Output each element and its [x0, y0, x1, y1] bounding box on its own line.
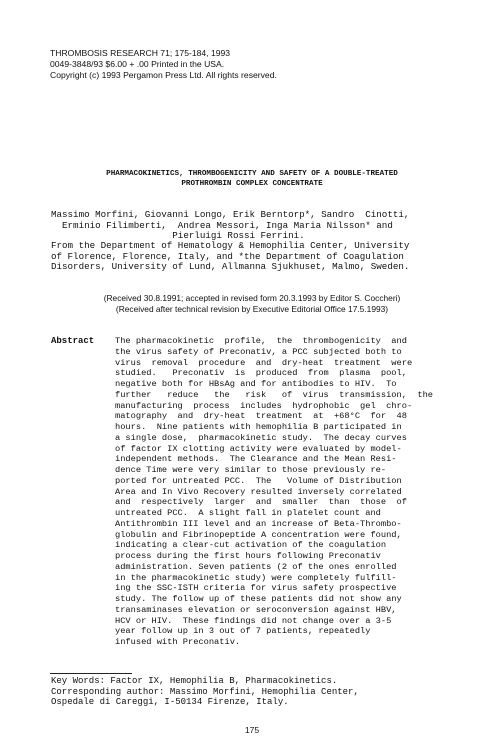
abstract-line: indicating a clear-cut activation of the coagulation	[115, 540, 387, 551]
footnote-divider	[50, 673, 132, 674]
address-line: Ospedale di Careggi, I-50134 Firenze, Italy.	[51, 697, 289, 708]
abstract-line: ported for untreated PCC. The Volume of Distribution	[115, 475, 402, 486]
abstract-line: year follow up in 3 out of 7 patients, repeatedly	[115, 626, 371, 637]
author-line: Pierluigi Rossi Ferrini.	[51, 230, 305, 242]
abstract-line: untreated PCC. A slight fall in platelet count and	[115, 508, 381, 518]
author-line: Massimo Morfini, Giovanni Longo, Erik Berntorp*, Sandro Cinotti,	[51, 209, 410, 220]
abstract-line: globulin and Fibrinopeptide A concentration were found,	[115, 529, 402, 540]
abstract-line: study. The follow up of these patients did not show any	[115, 594, 402, 604]
paper-title	[40, 170, 464, 189]
corresponding-author-line: Corresponding author: Massimo Morfini, Hemophilia Center,	[51, 686, 359, 697]
title-line: PROTHROMBIN COMPLEX CONCENTRATE	[181, 179, 323, 188]
abstract-line: infused with Preconativ.	[115, 637, 241, 647]
received-dates	[40, 293, 464, 314]
copyright-line: Copyright (c) 1993 Pergamon Press Ltd. All rights reserved.	[50, 70, 277, 81]
abstract-line: the virus safety of Preconativ, a PCC subjected both to	[115, 346, 402, 357]
affiliation-line: From the Department of Hematology & Hemophilia Center, University	[51, 240, 410, 251]
abstract-line: Antithrombin III level and an increase of Beta-Thrombo-	[115, 518, 402, 529]
abstract-line: studied. Preconativ is produced from plasma pool,	[115, 368, 407, 379]
abstract-label: Abstract	[51, 336, 95, 346]
affiliation	[51, 241, 456, 273]
abstract-line: hours. Nine patients with hemophilia B participated in	[115, 422, 402, 432]
abstract-line: further reduce the risk of virus transmission, the	[115, 389, 434, 400]
title-line: PHARMACOKINETICS, THROMBOGENICITY AND SAFETY OF A DOUBLE-TREATED	[106, 170, 398, 178]
received-line: (Received after technical revision by Executive Editorial Office 17.5.1993)	[115, 303, 389, 314]
author-list	[51, 210, 456, 242]
abstract-line: administration. Seven patients (2 of the ones enrolled	[115, 561, 397, 572]
abstract-line: a single dose, pharmacokinetic study. The decay curves	[115, 432, 407, 443]
abstract-line: matography and dry-heat treatment at +68°C for 48	[115, 411, 407, 422]
abstract-line: process during the first hours following Preconativ	[115, 551, 381, 561]
author-line: Erminio Filimberti, Andrea Messori, Inga Maria Nilsson* and	[51, 219, 393, 231]
abstract-body	[115, 336, 451, 648]
journal-citation: THROMBOSIS RESEARCH 71; 175-184, 1993	[50, 48, 231, 58]
abstract-line: independent methods. The Clearance and the Mean Resi-	[115, 454, 397, 465]
received-line: (Received 30.8.1991; accepted in revised form 20.3.1993 by Editor S. Coccheri)	[103, 293, 401, 303]
issn-line: 0049-3848/93 $6.00 + .00 Printed in the USA.	[50, 59, 225, 70]
abstract-line: The pharmacokinetic profile, the thrombogenicity and	[115, 336, 407, 346]
abstract-line: dence Time were very similar to those previously re-	[115, 465, 387, 475]
abstract-line: Area and In Vivo Recovery resulted inversely correlated	[115, 486, 402, 497]
journal-header	[50, 48, 277, 82]
abstract-line: in the pharmacokinetic study) were completely fulfill-	[115, 572, 397, 583]
abstract-line: of factor IX clotting activity were evaluated by model-	[115, 443, 402, 454]
keywords-line: Key Words: Factor IX, Hemophilia B, Pharmacokinetics.	[51, 676, 338, 686]
affiliation-line: Disorders, University of Lund, Allmanna Sjukhuset, Malmo, Sweden.	[51, 261, 410, 273]
page-number: 175	[244, 725, 260, 735]
abstract-line: HCV or HIV. These findings did not change over a 3-5	[115, 615, 392, 626]
footnotes	[51, 676, 359, 708]
abstract-line: negative both for HBsAg and for antibodies to HIV. To	[115, 379, 397, 389]
abstract-line: manufacturing process includes hydrophobic gel chro-	[115, 400, 413, 411]
abstract-line: virus removal procedure and dry-heat treatment were	[115, 357, 413, 368]
abstract-line: ing the SSC-ISTH criteria for virus safety prospective	[115, 583, 397, 594]
abstract-line: transaminases elevation or seroconversion against HBV,	[115, 604, 397, 615]
abstract-line: and respectively larger and smaller than those of	[115, 497, 407, 508]
affiliation-line: of Florence, Florence, Italy, and *the Department of Coagulation	[51, 250, 404, 262]
